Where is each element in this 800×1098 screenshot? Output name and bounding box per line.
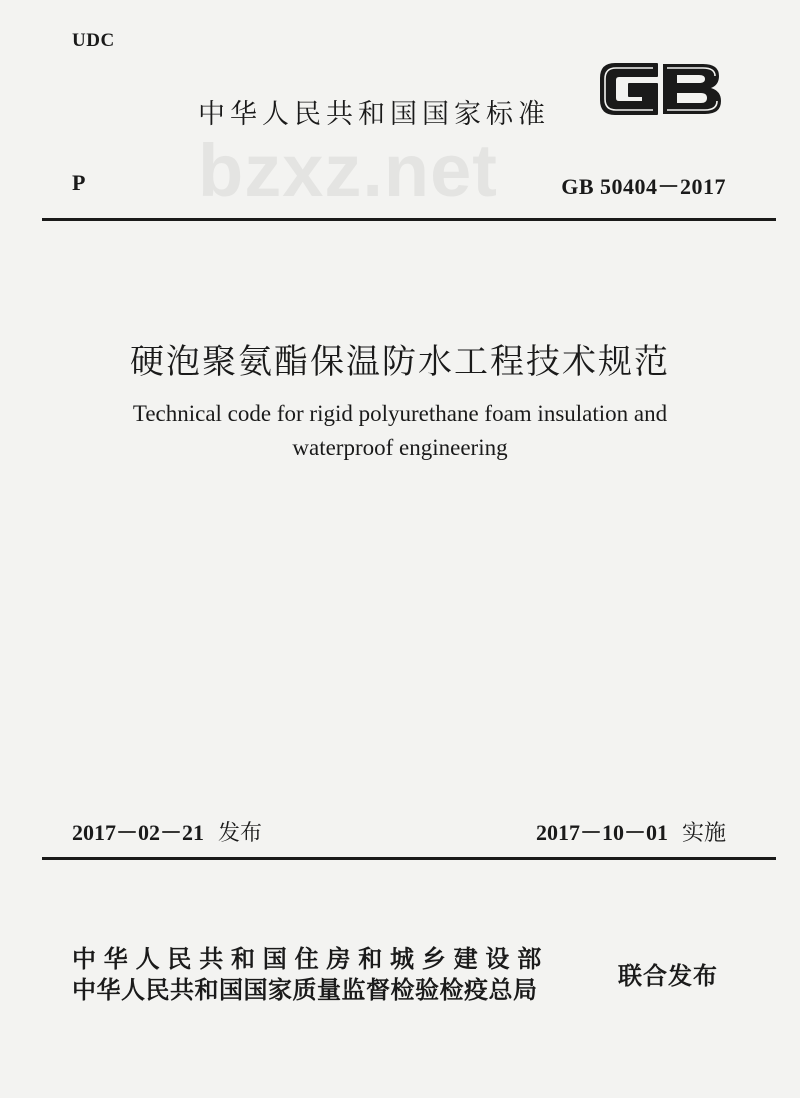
- standard-type-title: 中华人民共和国国家标准: [198, 99, 550, 130]
- top-divider: [42, 218, 776, 221]
- title-chinese: 硬泡聚氨酯保温防水工程技术规范: [130, 342, 670, 382]
- title-english-line-2: waterproof engineering: [292, 435, 508, 460]
- implement-label: 实施: [681, 821, 726, 846]
- udc-label: UDC: [72, 30, 115, 51]
- issue-date: 2017－02－21: [72, 820, 205, 845]
- gb-logo: [595, 54, 727, 124]
- category-code: P: [72, 170, 86, 195]
- issuer-aqsiq: 中华人民共和国国家质量监督检验检疫总局: [72, 976, 538, 1004]
- bottom-divider: [42, 857, 776, 860]
- title-english-line-1: Technical code for rigid polyurethane foam insulation and: [132, 401, 668, 426]
- standard-number: GB 50404－2017: [561, 174, 726, 199]
- joint-issue-label: 联合发布: [618, 962, 718, 990]
- issuer-ministry: 中华人民共和国住房和城乡建设部: [72, 945, 549, 973]
- watermark: bzxz.net: [198, 129, 498, 212]
- implement-date: 2017－10－01: [535, 820, 668, 845]
- title-english: [0, 397, 800, 465]
- implement-date-block: [536, 816, 726, 847]
- issue-date-block: [72, 816, 262, 847]
- issue-label: 发布: [218, 821, 263, 846]
